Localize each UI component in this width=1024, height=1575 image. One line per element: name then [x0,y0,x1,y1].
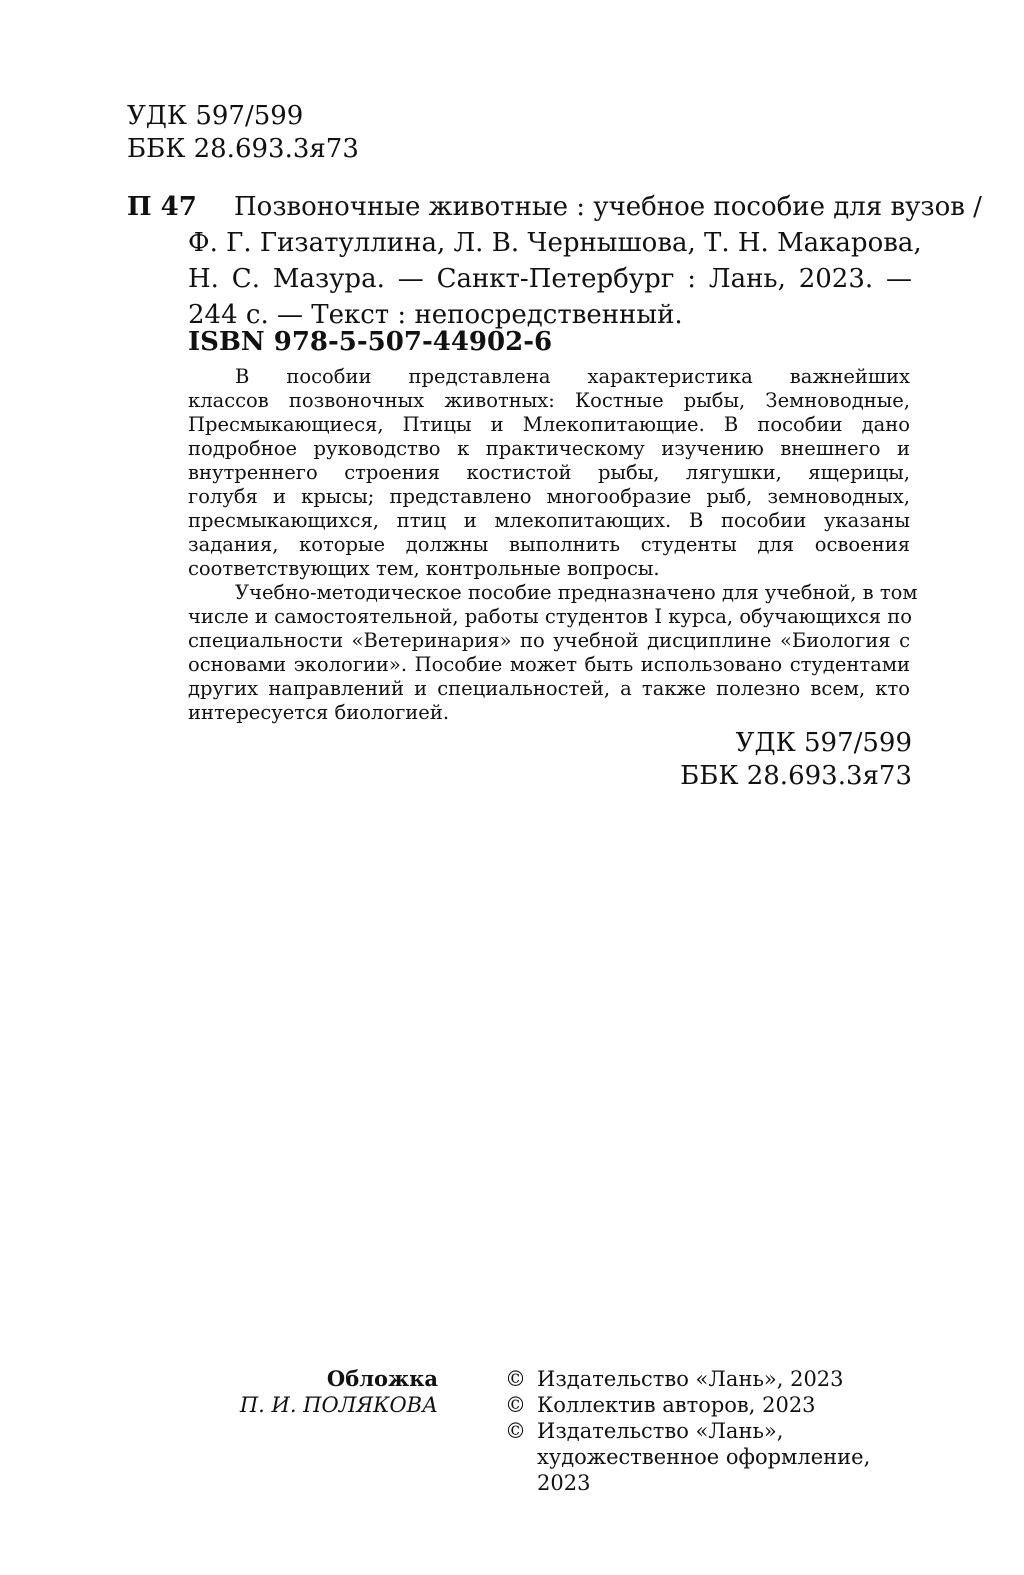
copyright-row [505,1418,925,1444]
annotation-line: Учебно-методическое пособие предназначено для учебной, в том [235,581,918,604]
bib-line-publisher: Н. С. Мазура. — Санкт-Петербург : Лань, 2023. — [188,264,912,294]
copyright-sign: © [505,1393,526,1417]
copyright-text: Издательство «Лань», 2023 [537,1367,844,1391]
annotation [188,365,918,725]
classification-top [127,100,359,166]
classification-bottom [560,727,912,793]
annotation-line: специальности «Ветеринария» по учебной дисциплине «Биология с [188,629,910,652]
annotation-line: подробное руководство к практическому изучению внешнего и [188,437,910,460]
udk-code: УДК 597/599 [735,728,912,758]
annotation-line: В пособии представлена характеристика важнейших [235,365,910,388]
copyright-sign: © [505,1367,526,1391]
cover-author: П. И. ПОЛЯКОВА [239,1393,438,1417]
bibliographic-entry [188,191,982,335]
annotation-line: соответствующих тем, контрольные вопросы. [188,557,660,580]
annotation-line: внутреннего строения костистой рыбы, лягушки, ящерицы, [188,461,910,484]
bbk-code: ББК 28.693.3я73 [680,761,912,791]
copyright-block [505,1366,925,1496]
annotation-line: других направлений и специальностей, а также полезно всем, кто [188,677,910,700]
copyright-row [505,1366,925,1392]
copyright-text: Коллектив авторов, 2023 [537,1393,816,1417]
copyright-text: художественное оформление, 2023 [537,1445,871,1495]
copyright-row [505,1392,925,1418]
annotation-line: классов позвоночных животных: Костные рыбы, Земноводные, [188,389,910,412]
annotation-line: числе и самостоятельной, работы студентов I курса, обучающихся по [188,605,913,628]
bib-line-title: Позвоночные животные : учебное пособие для вузов / [234,192,982,222]
author-mark: П 47 [127,192,197,222]
copyright-sign: © [505,1419,526,1443]
annotation-line: задания, которые должны выполнить студенты для освоения [188,533,910,556]
isbn: ISBN 978-5-507-44902-6 [188,327,553,357]
annotation-line: основами экологии». Пособие может быть использовано студентами [188,653,910,676]
bbk-code: ББК 28.693.3я73 [127,134,359,164]
cover-label: Обложка [326,1366,438,1391]
annotation-line: Пресмыкающиеся, Птицы и Млекопитающие. В пособии дано [188,413,910,436]
bib-line-authors: Ф. Г. Гизатуллина, Л. В. Чернышова, Т. Н. Макарова, [188,228,922,258]
cover-credit [180,1366,438,1418]
bib-line-pages: 244 с. — Текст : непосредственный. [188,300,683,330]
copyright-row [505,1444,925,1496]
copyright-text: Издательство «Лань», [537,1419,784,1443]
annotation-line: голубя и крысы; представлено многообразие рыб, земноводных, [188,485,910,508]
udk-code: УДК 597/599 [127,101,304,131]
annotation-line: пресмыкающихся, птиц и млекопитающих. В пособии указаны [188,509,910,532]
annotation-line: интересуется биологией. [188,701,450,724]
